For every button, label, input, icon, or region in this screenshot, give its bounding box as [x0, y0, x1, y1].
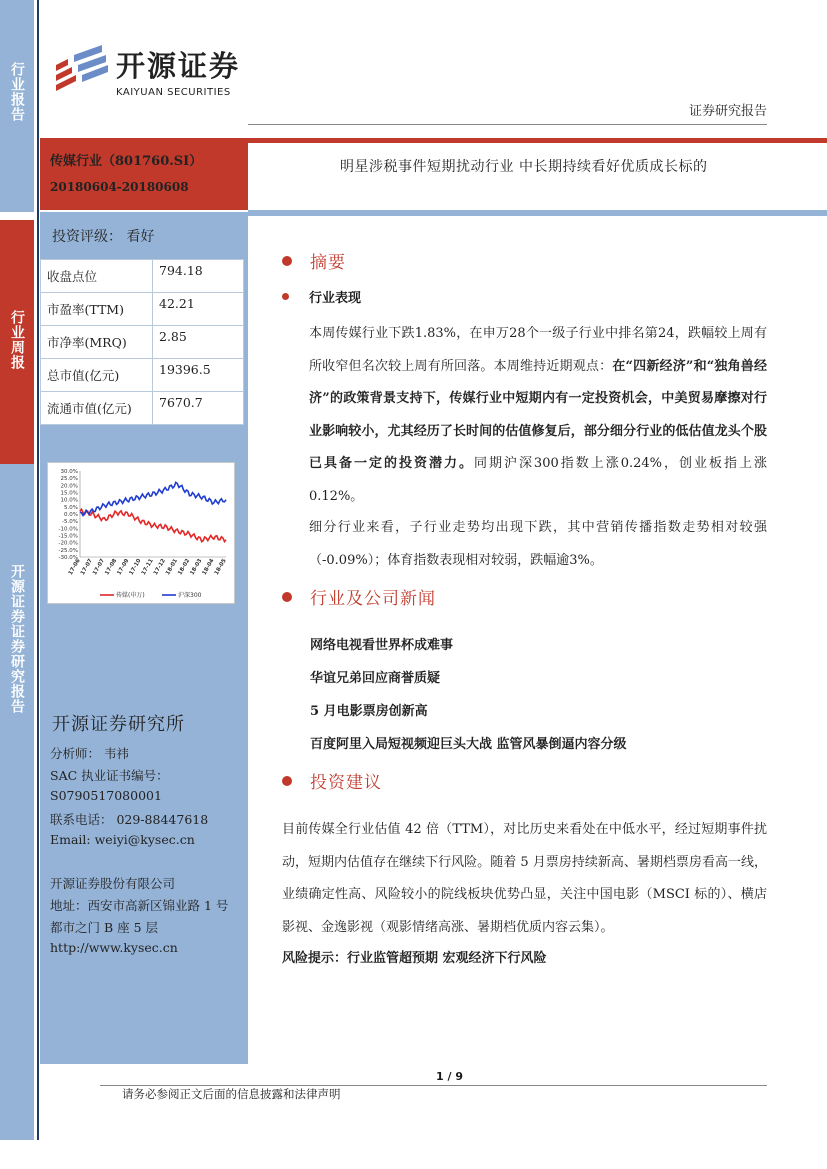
summary-text-c: 同期沪深300指数上涨0.24%，创业板指上涨0.12%。	[309, 456, 767, 504]
header-rule	[248, 124, 767, 125]
x-tick-label: 18-03	[189, 558, 204, 577]
sidebar-tag-research-text: 开源证券证券研究报告	[9, 564, 25, 714]
series-line-1	[80, 482, 226, 515]
investment-rating: 投资评级： 看好	[52, 229, 155, 245]
y-tick-label: -15.0%	[58, 533, 78, 540]
institute-name: 开源证券研究所	[52, 714, 185, 735]
analyst: 分析师： 韦祎	[50, 746, 129, 761]
y-tick-label: -10.0%	[58, 526, 78, 533]
news-item: 华谊兄弟回应商誉质疑	[310, 671, 441, 686]
page-number: 1 / 9	[436, 1070, 463, 1083]
section-advice-title: 投资建议	[310, 773, 382, 793]
email: Email: weiyi@kysec.cn	[50, 832, 195, 847]
logo-name-cn: 开源证券	[116, 49, 241, 83]
company-logo	[52, 44, 240, 98]
section-news	[282, 584, 436, 609]
stat-label: 市净率(MRQ)	[41, 326, 153, 359]
y-tick-label: 30.0%	[60, 469, 78, 475]
summary-paragraph-2: 细分行业来看，子行业走势均出现下跌，其中营销传播指数走势相对较强（-0.09%）；体育指数表现相对较弱，跌幅逾3%。	[309, 520, 767, 568]
stat-value: 794.18	[153, 260, 244, 293]
address-line-2: 都市之门 B 座 5 层	[50, 920, 159, 935]
bullet-icon	[282, 776, 292, 786]
y-tick-label: 0.0%	[64, 512, 78, 518]
industry-block	[40, 138, 248, 210]
x-tick-label: 17-07	[79, 558, 94, 577]
table-row	[41, 326, 244, 359]
industry-name: 传媒行业（801760.SI）	[50, 154, 203, 169]
stat-label: 市盈率(TTM)	[41, 293, 153, 326]
x-tick-label: 17-07	[92, 558, 107, 577]
legend-label-0: 传媒(申万)	[116, 592, 145, 599]
sidebar-tag-report	[0, 0, 34, 212]
x-tick-label: 17-11	[140, 558, 155, 577]
x-tick-label: 17-06	[67, 558, 82, 577]
y-tick-label: 20.0%	[60, 483, 78, 490]
y-tick-label: 10.0%	[60, 497, 78, 504]
company-name: 开源证券股份有限公司	[50, 876, 176, 891]
logo-name-en: KAIYUAN SECURITIES	[116, 87, 231, 98]
section-news-title: 行业及公司新闻	[310, 589, 436, 609]
y-tick-label: -25.0%	[58, 547, 78, 554]
x-tick-label: 17-08	[104, 558, 119, 577]
y-tick-label: -5.0%	[62, 519, 78, 526]
stat-value: 19396.5	[153, 359, 244, 392]
table-row	[41, 293, 244, 326]
header-blue-bar	[248, 210, 827, 216]
x-tick-label: 17-09	[116, 558, 131, 577]
section-advice	[282, 768, 382, 793]
news-item: 5 月电影票房创新高	[310, 704, 428, 719]
performance-chart-svg	[48, 463, 236, 605]
sidebar-tag-research	[0, 464, 34, 1140]
summary-paragraph-1	[309, 318, 767, 513]
phone: 联系电话： 029-88447618	[50, 812, 209, 827]
section-summary	[282, 248, 346, 273]
market-stats-table	[40, 259, 244, 425]
bullet-icon	[282, 592, 292, 602]
y-tick-label: -20.0%	[58, 540, 78, 547]
table-row	[41, 359, 244, 392]
stat-label: 总市值(亿元)	[41, 359, 153, 392]
summary-text-bold: 在“四新经济”和“独角兽经济”的政策背景支持下，传媒行业中短期内有一定投资机会，中美贸易摩擦对行业影响较小，尤其经历了长时间的估值修复后，部分细分行业的低估值龙头个股已具备一定的投资潜力。	[309, 358, 767, 471]
section-summary-title: 摘要	[310, 253, 346, 273]
subsection-title: 行业表现	[309, 291, 362, 306]
report-type: 证券研究报告	[688, 104, 767, 119]
kaiyuan-logo-icon	[52, 45, 110, 97]
bullet-icon	[282, 293, 289, 300]
disclaimer: 请务必参阅正文后面的信息披露和法律声明	[122, 1087, 341, 1101]
sidebar-tag-weekly	[0, 220, 34, 464]
stat-value: 7670.7	[153, 392, 244, 425]
x-tick-label: 17-12	[152, 558, 167, 577]
table-row	[41, 392, 244, 425]
x-tick-label: 18-04	[201, 558, 216, 577]
stat-label: 收盘点位	[41, 260, 153, 293]
sidebar-tag-weekly-text: 行业周报	[9, 310, 25, 370]
website[interactable]: http://www.kysec.cn	[50, 940, 178, 955]
sac-number: S0790517080001	[50, 788, 162, 803]
y-tick-label: 5.0%	[64, 504, 78, 511]
x-tick-label: 18-05	[213, 558, 228, 577]
stat-label: 流通市值(亿元)	[41, 392, 153, 425]
sidebar-tag-report-text: 行业报告	[9, 62, 25, 122]
bullet-icon	[282, 256, 292, 266]
x-tick-label: 18-01	[165, 558, 180, 577]
advice-paragraph: 目前传媒全行业估值 42 倍（TTM），对比历史来看处在中低水平，经过短期事件扰动，短期内估值存在继续下行风险。随着 5 月票房持续新高、暑期档票房看高一线，业绩确定性高、风险较小的院线板块优势凸显，关注中国电影（MSCI 标的）、横店影视、金逸影视（观影情绪高涨、暑期档优质内容云集）。	[282, 822, 767, 935]
date-range: 20180604-20180608	[50, 180, 189, 194]
x-tick-label: 17-10	[128, 558, 143, 577]
legend-label-1: 沪深300	[178, 592, 202, 599]
address-line-1: 地址：西安市高新区锦业路 1 号	[50, 898, 229, 913]
sidebar-divider	[37, 0, 39, 1140]
performance-chart	[47, 462, 235, 604]
stat-value: 42.21	[153, 293, 244, 326]
sac-label: SAC 执业证书编号：	[50, 768, 169, 783]
news-item: 百度阿里入局短视频迎巨头大战 监管风暴倒逼内容分级	[310, 737, 627, 752]
y-tick-label: 25.0%	[60, 476, 78, 483]
series-line-0	[80, 509, 226, 541]
risk-warning: 风险提示：行业监管超预期 宏观经济下行风险	[282, 951, 547, 966]
x-tick-label: 18-02	[177, 558, 192, 577]
table-row	[41, 260, 244, 293]
news-item: 网络电视看世界杯成难事	[310, 638, 454, 653]
header-red-bar	[248, 138, 827, 143]
stat-value: 2.85	[153, 326, 244, 359]
y-tick-label: -30.0%	[58, 555, 78, 561]
y-tick-label: 15.0%	[60, 490, 78, 497]
report-headline: 明星涉税事件短期扰动行业 中长期持续看好优质成长标的	[340, 159, 708, 175]
subsection-industry-performance	[282, 287, 361, 306]
summary-text-a: 本周传媒行业下跌1.83%，在申万28个一级子行业中排名第24，跌幅较上周有所收窄但名次较上周有所回落。本周维持近期观点：	[309, 326, 767, 374]
